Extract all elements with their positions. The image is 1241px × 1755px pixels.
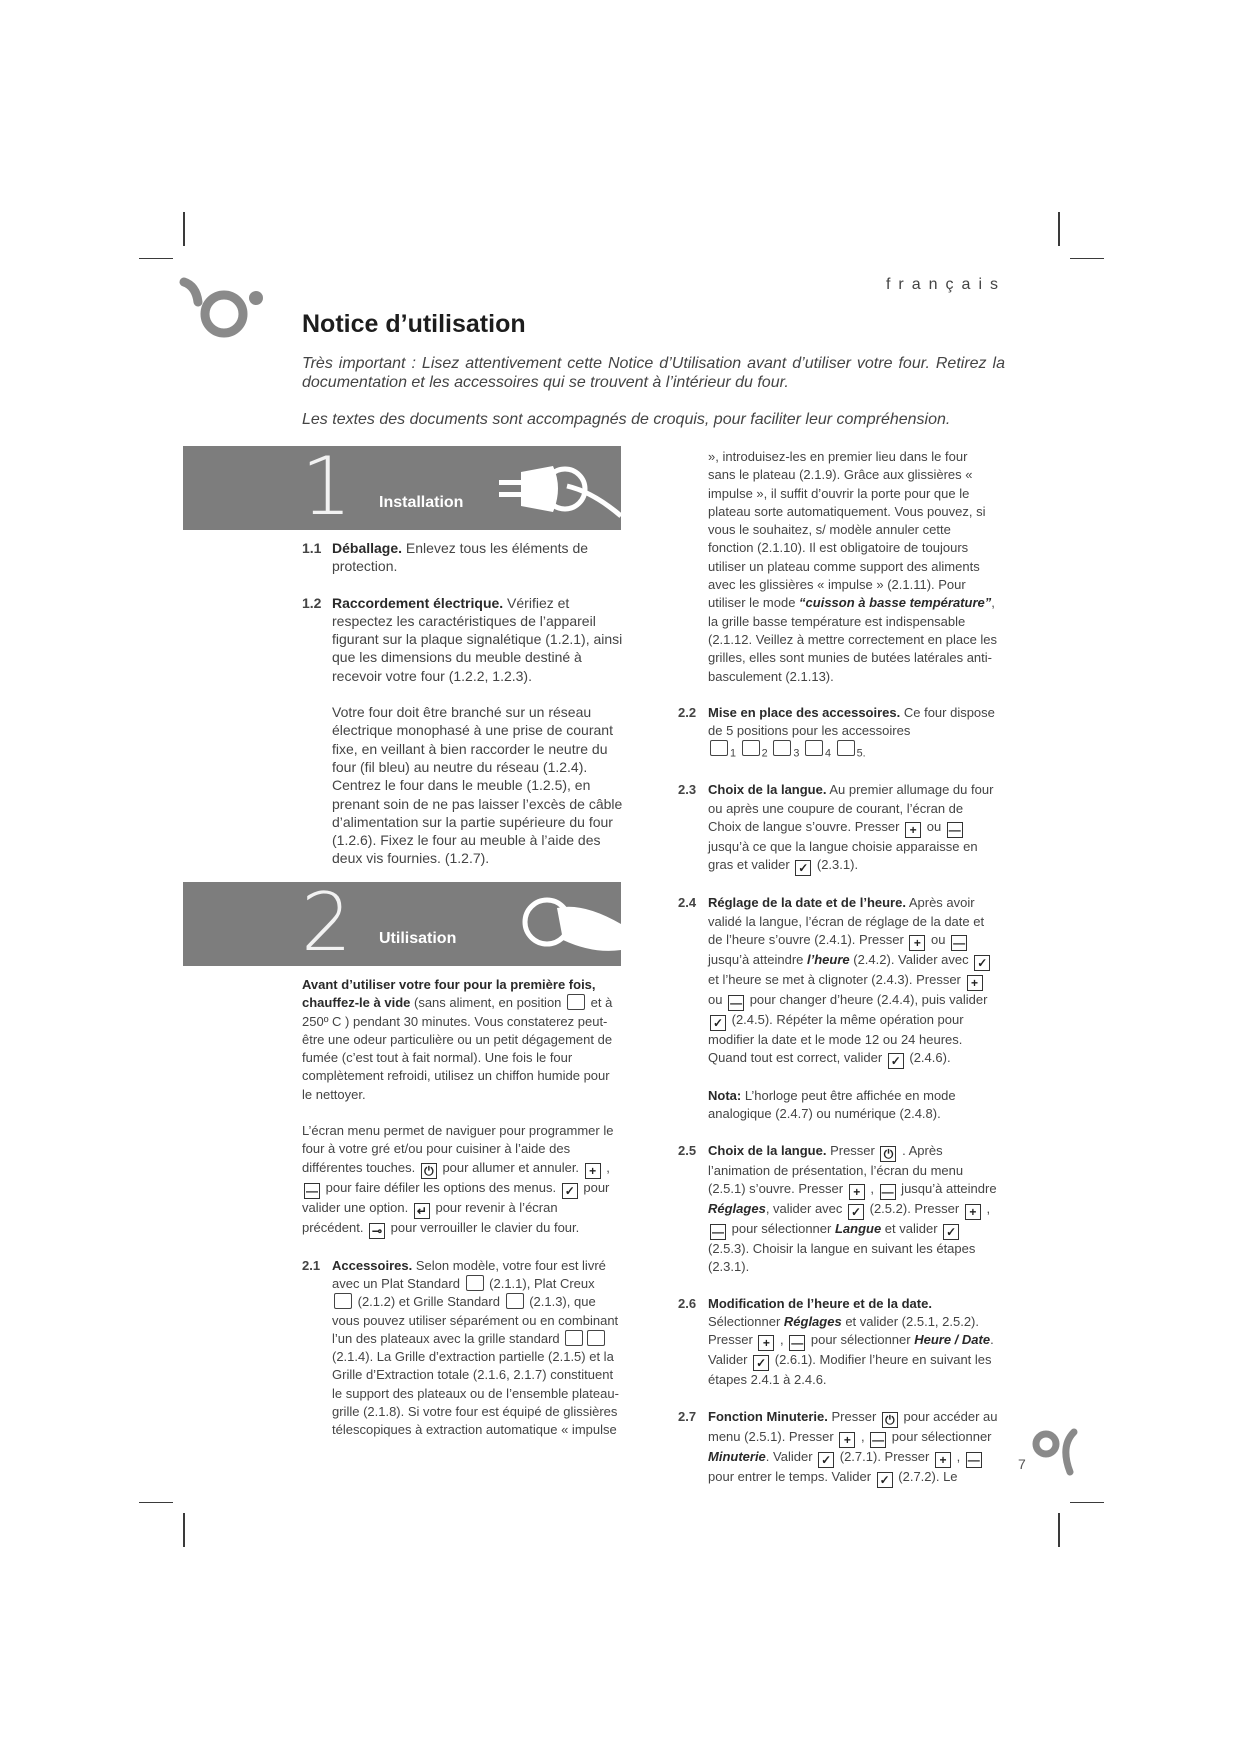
rack-position-icon — [567, 994, 585, 1010]
accessories-continued: », introduisez-les en premier lieu dans le four sans le plateau (2.1.9). Grâce aux glissières « impulse », il suffit d’ouvrir la porte pour que le plateau sorte automatiquement. Vous pouvez, si vous le souhaitez, s/ modèle annuler cette fonction (2.1.10). Il est obligatoire de toujours utiliser un plateau comme support des aliments avec les glissières « impulse » (2.1.11). Pour utiliser le mode “cuisson à basse température”, la grille basse température est indispensable (2.1.12. Veillez à mettre correctement en place les grilles, elles sont munies de butées latérales anti-basculement (2.1.13). — [708, 449, 998, 684]
minus-icon: — — [881, 1185, 894, 1200]
section-label: Installation — [379, 494, 464, 511]
plus-icon: + — [585, 1163, 601, 1179]
plus-icon: + — [849, 1184, 865, 1200]
nota-paragraph: Nota: L’horloge peut être affichée en mode analogique (2.4.7) ou numérique (2.4.8). — [708, 1088, 956, 1122]
installation-paragraph: Votre four doit être branché sur un réseau électrique monophasé à une prise de courant fixe, en veillant à bien raccorder le neutre du four (fil bleu) au neutre du réseau (1.2.4). Centrez le four dans le meuble (1.2.5), en prenant soin de ne pas laisser l’excès de câble d’alimentation sur la partie supérieure du four (1.2.6). Fixez le four au meuble à l’aide des deux vis fournies. (1.2.7). — [332, 704, 623, 867]
minus-icon: — — [967, 1452, 980, 1467]
minus-icon: — — [730, 995, 743, 1010]
list-item: 2.7 Fonction Minuterie. Presser ⏻ pour accéder au menu (2.5.1). Presser + , — pour sélectionner Minuterie. Valider ✓ (2.7.1). Presser + , — pour entrer le temps. Valider ✓ (2.7.2). Le — [678, 1408, 998, 1487]
list-item: 2.5 Choix de la langue. Presser ⏻ . Après l’animation de présentation, l’écran du menu (2.5.1) s’ouvre. Presser + , — jusqu’à atteindre Réglages, valider avec ✓ (2.5.2). Presser + , — pour sélectionner Langue et valider ✓ (2.5.3). Choisir la langue en suivant les étapes (2.3.1). — [678, 1142, 997, 1275]
plus-icon: + — [839, 1432, 855, 1448]
crop-mark — [1070, 258, 1104, 259]
section-number: 1 — [301, 446, 352, 530]
check-icon: ✓ — [562, 1183, 578, 1199]
check-icon: ✓ — [888, 1053, 904, 1069]
first-use-paragraph: Avant d’utiliser votre four pour la première fois, chauffez-le à vide (sans aliment, en position et à 250º C ) pendant 30 minutes. Vous constaterez peut-être une odeur particulière ou un petit dégagement de fumée (c’est tout à fait normal). Une fois le four complètement refroidi, utilisez un chiffon humide pour le nettoyer. — [302, 977, 613, 1102]
rack-position-icon — [773, 740, 791, 756]
minus-icon: — — [306, 1183, 318, 1198]
rack-position-icon — [837, 740, 855, 756]
page-number: 7 — [1018, 1456, 1026, 1472]
check-icon: ✓ — [710, 1015, 726, 1031]
rack-position-icon — [805, 740, 823, 756]
list-item: 2.3 Choix de la langue. Au premier allumage du four ou après une coupure de courant, l’écran de Choix de langue s’ouvre. Presser + ou — jusqu’à ce que la langue choisie apparaisse en gras et valider ✓ (2.3.1). — [678, 782, 994, 876]
crop-mark — [139, 258, 173, 259]
minus-icon: — — [872, 1432, 885, 1447]
plus-icon: + — [935, 1452, 951, 1468]
power-icon: ⏻ — [882, 1412, 898, 1428]
page-title: Notice d’utilisation — [302, 310, 526, 338]
list-item: 2.6 Modification de l’heure et de la date. Sélectionner Réglages et valider (2.5.1, 2.5.2). Presser + , — pour sélectionner Heure / Date. Valider ✓ (2.6.1). Modifier l’heure en suivant les étapes 2.4.1 à 2.4.6. — [678, 1295, 994, 1388]
intro-note: Les textes des documents sont accompagnés de croquis, pour faciliter leur compréhension. — [302, 411, 951, 428]
minus-icon: — — [791, 1336, 804, 1351]
lock-icon: ⊸ — [369, 1223, 385, 1239]
check-icon: ✓ — [974, 955, 990, 971]
footer-logo-icon — [1030, 1420, 1078, 1476]
check-icon: ✓ — [753, 1355, 769, 1371]
list-item: 2.4 Réglage de la date et de l’heure. Après avoir validé la langue, l’écran de réglage de la date et de l’heure s’ouvre (2.4.1). Presser + ou — jusqu’à atteindre l’heure (2.4.2). Valider avec ✓ et l’heure se met à clignoter (2.4.3). Presser + ou — pour changer d’heure (2.4.4), puis valider ✓ (2.4.5). Répéter la même opération pour modifier la date et le mode 12 ou 24 heures. Quand tout est correct, valider ✓ (2.4.6). — [678, 894, 998, 1069]
section-installation-band — [183, 446, 621, 530]
grid-icon — [506, 1293, 524, 1309]
deep-tray-icon — [334, 1293, 352, 1309]
crop-mark — [1058, 1513, 1060, 1547]
list-item: 2.2 Mise en place des accessoires. Ce four dispose de 5 positions pour les accessoires $_1$ $_2$ $_3$ $_4$ $_{5.}$ — [678, 704, 995, 761]
list-item: 1.2 Raccordement électrique. Vérifiez et respectez les caractéristiques de l’appareil figurant sur la plaque signalétique (1.2.1), ainsi que les dimensions du meuble destiné à recevoir votre four (1.2.2, 1.2.3). — [302, 594, 623, 684]
standard-tray-icon — [466, 1275, 484, 1291]
rack-position-icon — [710, 740, 728, 756]
list-item: 2.1 Accessoires. Selon modèle, votre four est livré avec un Plat Standard (2.1.1), Plat Creux (2.1.2) et Grille Standard (2.1.3), que vous pouvez utiliser séparément ou en combinant l’un des plateaux avec la grille standard (2.1.4). La Grille d’extraction partielle (2.1.5) et la Grille d’Extraction totale (2.1.6, 2.1.7) constituent le support des plateaux ou de l’ensemble plateau-grille (2.1.8). Si votre four est équipé de glissières télescopiques à extraction automatique « impulse — [302, 1257, 619, 1438]
check-icon: ✓ — [943, 1224, 959, 1240]
check-icon: ✓ — [877, 1472, 893, 1488]
plus-icon: + — [965, 1204, 981, 1220]
check-icon: ✓ — [848, 1204, 864, 1220]
plus-icon: + — [905, 822, 921, 838]
power-icon: ⏻ — [421, 1163, 437, 1179]
back-icon: ↵ — [414, 1203, 430, 1219]
grid-icon — [565, 1330, 583, 1346]
plus-icon: + — [758, 1335, 774, 1351]
section-utilisation-band — [183, 882, 621, 966]
minus-icon: — — [953, 935, 966, 950]
crop-mark — [139, 1502, 173, 1503]
section-label: Utilisation — [379, 930, 457, 947]
plug-icon — [493, 458, 621, 520]
crop-mark — [183, 1513, 185, 1547]
crop-mark — [1070, 1502, 1104, 1503]
menu-paragraph: L’écran menu permet de naviguer pour programmer le four à votre gré et/ou pour cuisiner à l’aide des différentes touches. ⏻ pour allumer et annuler. + , — pour faire défiler les options des menus. ✓ pour valider une option. ↵ pour revenir à l’écran précédent. ⊸ pour verrouiller le clavier du four. — [302, 1123, 614, 1238]
check-icon: ✓ — [818, 1452, 834, 1468]
crop-mark — [183, 212, 185, 246]
language-label: français — [885, 276, 1006, 293]
section2-text — [302, 976, 620, 1440]
intro-warning: Très important : Lisez attentivement cette Notice d’Utilisation avant d’utiliser votre four. Retirez la documentation et les accessoires qui se trouvent à l’intérieur du four. — [302, 355, 1005, 391]
right-column — [678, 448, 998, 1488]
rack-position-icon — [742, 740, 760, 756]
crop-mark — [1058, 212, 1060, 246]
brand-logo-icon — [178, 276, 278, 348]
check-icon: ✓ — [795, 860, 811, 876]
tray-icon — [587, 1330, 605, 1346]
minus-icon: — — [712, 1225, 724, 1240]
list-item: 1.1 Déballage. Enlevez tous les éléments de protection. — [302, 540, 589, 575]
section1-items — [302, 539, 624, 868]
finger-press-icon — [513, 888, 621, 964]
section-number: 2 — [301, 882, 352, 966]
plus-icon: + — [909, 935, 925, 951]
minus-icon: — — [948, 822, 961, 837]
plus-icon: + — [967, 975, 983, 991]
power-icon: ⏻ — [880, 1146, 896, 1162]
